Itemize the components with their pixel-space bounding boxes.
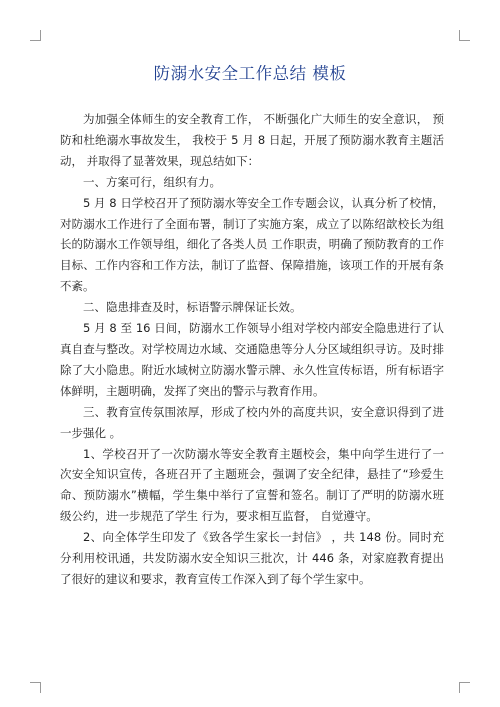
section-heading-2: 二、隐患排查及时，标语警示牌保证长效。 <box>83 300 302 315</box>
body-paragraph: 1、学校召开了一次防溺水等安全教育主题校会，集中向学生进行了一次安全知识宣传，各班召开了主题班会，强调了安全纪律，悬挂了“珍爱生命、预防溺水”横幅，学生集中举行了宣誓和签名。制订了严明的防溺水班级公约，进一步规范了学生 行为，要求相互监督， 自觉遵守。 <box>60 446 444 524</box>
page-corner-mark-bottom-left <box>30 682 41 693</box>
section-heading-1: 一、方案可行，组织有力。 <box>83 174 221 189</box>
document-body <box>60 109 444 590</box>
document-title: 防溺水安全工作总结 模板 <box>153 64 347 83</box>
page-corner-mark-top-right <box>459 30 470 41</box>
body-paragraph: 5 月 8 日学校召开了预防溺水等安全工作专题会议，认真分析了校情，对防溺水工作进行了全面布署，制订了实施方案，成立了以陈绍歆校长为组长的防溺水工作领导组，细化了各类人员 工作职责，明确了预防教育的工作目标、工作内容和工作方法，制订了监督、保障措施，该项工作的开展有条不紊。 <box>60 195 444 294</box>
section-heading-3: 三、教育宣传氛围浓厚，形成了校内外的高度共识，安全意识得到了进一步强化 。 <box>60 404 444 440</box>
page-corner-mark-top-left <box>30 30 41 41</box>
intro-paragraph: 为加强全体师生的安全教育工作， 不断强化广大师生的安全意识， 预防和杜绝溺水事故发生， 我校于 5 月 8 日起，开展了预防溺水教育主题活动， 并取得了显著效果，现总结如下： <box>60 112 444 168</box>
body-paragraph: 5 月 8 至 16 日间，防溺水工作领导小组对学校内部安全隐患进行了认真自查与整改。对学校周边水域、交通隐患等分人分区域组织寻访。及时排除了大小隐患。附近水域树立防溺水警示牌、永久性宣传标语，所有标语字体鲜明，主题明确，发挥了突出的警示与教育作用。 <box>60 321 444 398</box>
body-paragraph: 2、向全体学生印发了《致各学生家长一封信》 ，共 148 份。同时充分利用校讯通，共发防溺水安全知识三批次，计 446 条，对家庭教育提出了很好的建议和要求，教育宣传工作深入到了每个学生家中。 <box>60 530 444 586</box>
page-corner-mark-bottom-right <box>459 682 470 693</box>
